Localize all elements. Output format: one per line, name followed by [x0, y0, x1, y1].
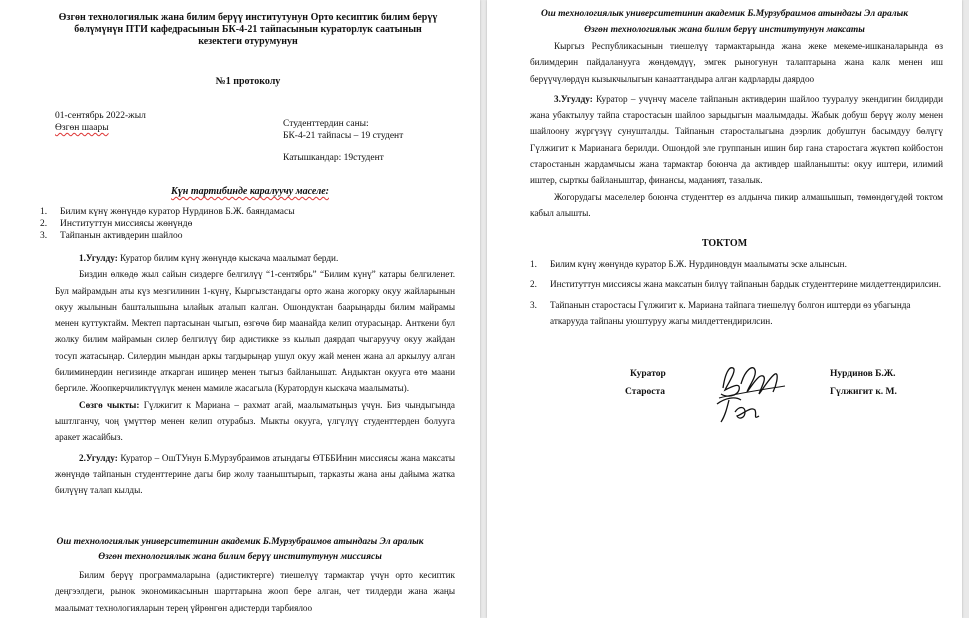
spoke-paragraph: [55, 397, 455, 446]
resolution-item-text: Тайпанын старостасы Гүлжигит к. Мариана тайпага тиешелүү болгон иштерди өз убагында аткарууда тайпаны уюштуруу жагы милдеттендирилсин.: [550, 299, 911, 326]
agenda-item: [40, 218, 440, 230]
spoke-text: Гүлжигит к Мариана – рахмат агай, маалыматыңыз үчүн. Биз чындыгында ыштлганчу, чоң үмүттөр менен келип отурабыз. Мыкты окууга, үлгүлүү студенттерден болууга аракет жасайбыз.: [55, 399, 455, 443]
resolution-item: [530, 297, 943, 330]
resolution-item-number: 2.: [530, 279, 537, 290]
curator-role: Куратор: [630, 369, 666, 379]
resolution-item-number: 3.: [530, 299, 537, 310]
heard-1-label: 1.Угулду:: [79, 253, 118, 263]
resolution-item-number: 1.: [530, 259, 537, 269]
resolution-item: [530, 276, 943, 292]
curator-name: Нурдинов Б.Ж.: [830, 369, 896, 379]
spoke-label: Сөзгө чыкты:: [79, 399, 140, 410]
mission-heading-line-2: Өзгөн технологиялык жана билим берүү институтунун миссиясы: [98, 552, 382, 562]
resolution-item-text: Институттун миссиясы жана максатын билүү тайпанын бардык студенттерине милдеттендирилсин.: [550, 279, 942, 290]
heard-1-paragraph: [55, 250, 455, 266]
resolution-item-text: Билим күнү жөнүндө куратор Б.Ж. Нурдиновдун маалыматы эске алынсын.: [550, 259, 847, 269]
agenda-item: [40, 206, 440, 218]
agenda-item: [40, 230, 440, 242]
mission-text: Билим берүү программаларына (адистиктерге) тиешелүү тармактар үчүн орто кесиптик деңгээлдеги, рынок экономикасынын шарттарына жооп бере алган, чет тилдерди жана жаңы маалымат технологияларын терең үйрөнгөн адистерди тарбиялоо: [55, 570, 455, 613]
opinion-text: Жогорудагы маселелер боюнча студенттер өз алдынча пикир алмашышып, төмөндөгүдөй токтом кабыл алышты.: [530, 191, 943, 218]
goal-heading-line-2: Өзгөн технологиялык жана билим берүү институтунун максаты: [584, 25, 865, 35]
starosta-role: Староста: [625, 387, 666, 397]
students-count-label: Студенттердин саны:: [283, 119, 369, 129]
heard-3-text: Куратор – учүнчү маселе тайпанын активдерин шайлоо тууралуу экендигин билдирди жана убактылуу тайпа старостасын шайлоо зарыдыгын маалымдады. Жабык добуш берүү жолу менен шайлоону жүргүзүү сунушталды. Тайпанын старосталыгына дээрлик добуштун басымдуу бөлүгү Гүлжигит к Марианага берилди. Ошондой эле группанын ишин бир гана старостага жүктөп койбостон старостанын жардамчысы жана тармактар боюнча да активдер шайланышты: окуу иштери, илимий иштер, сырткы байланыштар, финансы, маданият, тазалык.: [530, 93, 943, 186]
agenda-list: [40, 206, 440, 242]
agenda-item-number: 3.: [40, 231, 48, 241]
meeting-city: Өзгөн шаары: [55, 123, 109, 133]
resolution-item: [530, 256, 943, 272]
goal-text: Кыргыз Республикасынын тиешелүү тармактарында жана жеке мекеме-ишканаларында өз билимдерин пайдаланууга жөндөмдүү, эмгек рыногунун талаптарына жана калк менен иш берүүчүлөрдүн кызыкчылыгын канааттандыра алган кадрларды даярдоо: [530, 41, 943, 84]
main-body-right: [530, 38, 943, 221]
agenda-heading-text: Күн тартибинде каралуучу маселе:: [171, 186, 329, 197]
protocol-number: №1 протоколу: [215, 76, 281, 87]
goal-heading-line-1: Ош технологиялык университетинин академик Б.Мурзубраимов атындагы Эл аралык: [540, 9, 909, 19]
heard-2-paragraph: [55, 450, 455, 499]
attendees-count: Катышкандар: 19студент: [283, 153, 384, 163]
document-page-right: [487, 0, 962, 618]
resolution-list: [530, 256, 943, 329]
agenda-heading: [100, 186, 400, 197]
starosta-name: Гүлжигит к. М.: [830, 387, 897, 397]
starosta-signature: [711, 392, 771, 428]
document-title: Өзгөн технологиялык жана билим берүү институтунун Орто кесиптик билим берүү бөлүмүнүн ПТИ кафедрасынын БК-4-21 тайпасынын кураторлук саатынын кезектеги отурумунун: [58, 12, 438, 47]
mission-heading-line-1: Ош технологиялык университетинин академик Б.Мурзубраимов атындагы Эл аралык: [56, 537, 424, 547]
heard-3-paragraph: [530, 91, 943, 189]
heard-1-text: Куратор билим күнү жөнүндө кыскача маалымат берди.: [117, 253, 339, 263]
agenda-item-text: Тайпанын активдерин шайлоо: [60, 231, 183, 241]
agenda-item-text: Билим күнү жөнүндө куратор Нурдинов Б.Ж. баяндамасы: [60, 207, 295, 217]
resolution-heading: ТОКТОМ: [701, 238, 748, 249]
main-body-left: [55, 250, 455, 498]
heard-2-text: Куратор – ОшТУнун Б.Мурзубраимов атындагы ӨТББИнин миссиясы жана максаты жөнүндө тайпанын студенттерине дагы бир жолу тааныштырып, тарказты жана аны дайыма жатка билүүнү талап кылды.: [55, 452, 455, 496]
document-page-left: [0, 0, 480, 618]
curator-speech-paragraph: Биздин өлкөдө жыл сайын сиздерге белгилүү “1-сентябрь” “Билим күнү” катары белгиленет. Бул майрамдын аты күз мезгилинин 1-күнү, Кыргызстандагы орто жана жогорку окуу жайларынын окуу жылынын башталышына ылайык аталып калган. Ошондуктан баарыңарды билим майрамы менен куттуктайм. Мектеп партасынан чыгып, өзгөчө бир маанайда келип отурасыңар. Анткени бул жолку билим майрамын силер белгилүү бир адистикке эз кылып даярдап чыгаруучу окуу жайдан тосуп жатасыңар. Силердин мындан аркы тагдырыңар ушул окуу жай менен жана ал аркылуу алган билиминердин негизинде аткарган ишиңер менен тыгыз байланышат. Андыктан окууга өтө маани бергиле. Жоопкерчиликтүүлүк менен мамиле жасагыла (Куратордун кыскача маалыматы).: [55, 269, 455, 394]
mission-heading: [30, 535, 450, 565]
meeting-date: 01-сентябрь 2022-жыл: [55, 111, 146, 121]
agenda-item-number: 2.: [40, 219, 48, 229]
heard-3-label: 3.Угулду:: [554, 93, 593, 104]
heard-2-label: 2.Угулду:: [79, 452, 118, 463]
goal-heading: [497, 6, 952, 38]
agenda-item-number: 1.: [40, 207, 48, 217]
agenda-item-text: Институттун миссиясы жөнүндө: [60, 219, 193, 229]
students-group: БК-4-21 тайпасы – 19 студент: [283, 131, 404, 141]
